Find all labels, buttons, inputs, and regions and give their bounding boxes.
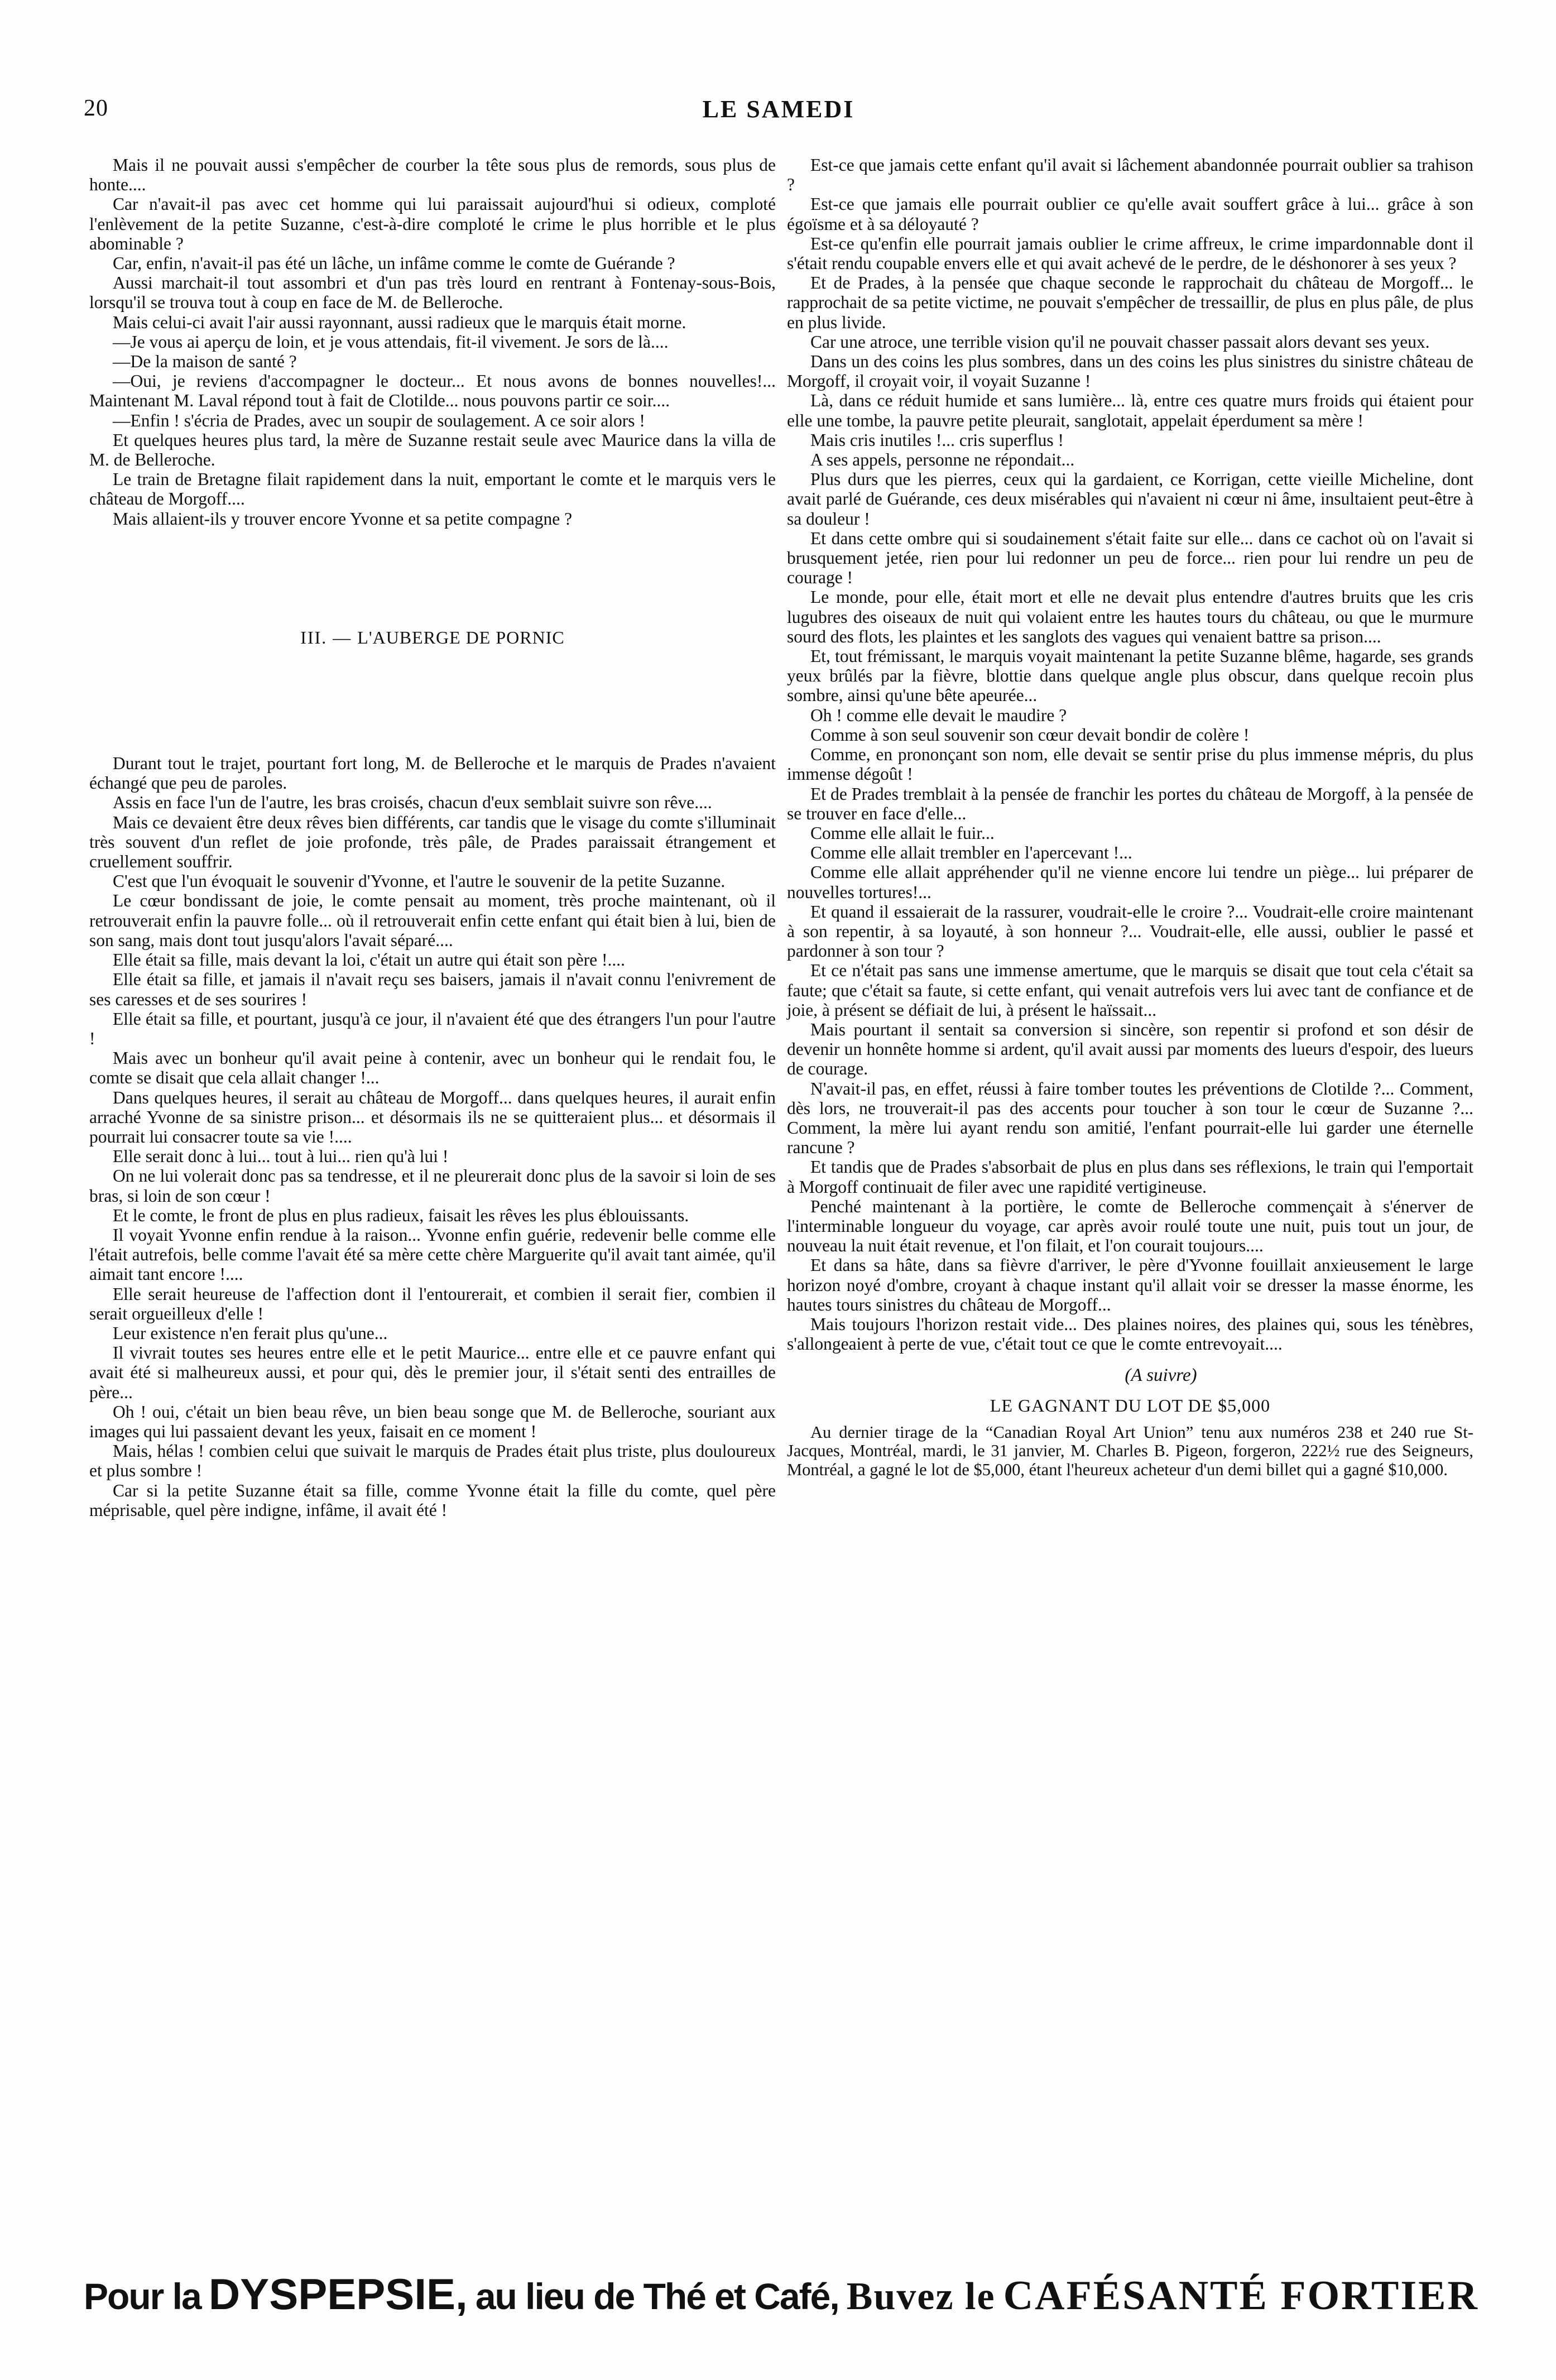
- article-paragraph: Comme, en prononçant son nom, elle devait se sentir prise du plus immense mépris, du plus immense dégoût !: [787, 745, 1473, 784]
- to-be-continued: (A suivre): [1125, 1365, 1197, 1386]
- article-paragraph: Elle serait heureuse de l'affection dont il l'entourerait, et combien il serait fier, combien il serait orgueilleux d'elle !: [89, 1284, 776, 1323]
- article-paragraph: Oh ! oui, c'était un bien beau rêve, un bien beau songe que M. de Belleroche, souriant aux images qui lui passaient devant les yeux, faisait en ce moment !: [89, 1402, 776, 1441]
- article-paragraph: —De la maison de santé ?: [113, 352, 297, 372]
- article-paragraph: Durant tout le trajet, pourtant fort long, M. de Belleroche et le marquis de Prades n'avaient échangé que peu de paroles.: [89, 754, 776, 793]
- article-paragraph: Et dans cette ombre qui si soudainement s'était faite sur elle... dans ce cachot où on l'avait si brusquement jetée, rien pour lui redonner un peu de force... rien pour lui rendre un peu de courage !: [787, 528, 1473, 588]
- article-paragraph: N'avait-il pas, en effet, réussi à faire tomber toutes les préventions de Clotilde ?... Comment, dès lors, ne trouverait-il pas des accents pour toucher à son tour le cœur de Suzanne ?... Comment, la mère lui ayant rendu son amitié, l'enfant pourrait-elle lui garder une éternelle rancune ?: [787, 1078, 1473, 1158]
- article-paragraph: Il voyait Yvonne enfin rendue à la raison... Yvonne enfin guérie, redevenir belle comme elle l'était autrefois, belle comme l'avait été sa mère cette chère Marguerite qu'il avait tant aimée, qu'il aimait tant encore !....: [89, 1225, 776, 1284]
- section-heading: [89, 628, 776, 647]
- article-paragraph: Mais cris inutiles !... cris superflus !: [810, 430, 1064, 450]
- article-paragraph: Car si la petite Suzanne était sa fille, comme Yvonne était la fille du comte, quel père méprisable, quel père indigne, infâme, il avait été !: [89, 1480, 776, 1520]
- article-paragraph: Et de Prades tremblait à la pensée de franchir les portes du château de Morgoff, à la pensée de se trouver en face d'elle...: [787, 784, 1473, 823]
- article-paragraph: Est-ce qu'enfin elle pourrait jamais oublier le crime affreux, le crime impardonnable dont il s'était rendu coupable envers elle et qui avait achevé de le perdre, de le déshonorer à ses yeux ?: [787, 233, 1473, 273]
- article-paragraph: Et quand il essaierait de la rassurer, voudrait-elle le croire ?... Voudrait-elle croire maintenant à son repentir, à sa loyauté, à son honneur ?... Voudrait-elle, elle aussi, oublier le passé et pardonner à son tour ?: [787, 901, 1473, 961]
- article-paragraph: Mais il ne pouvait aussi s'empêcher de courber la tête sous plus de remords, sous plus de honte....: [89, 155, 776, 195]
- article-paragraph: Le cœur bondissant de joie, le comte pensait au moment, très proche maintenant, où il retrouverait enfin la pauvre folle... où il retrouverait enfin cette enfant qui était bien à lui, bien de son sang, mais dont tout jusqu'alors l'avait séparé....: [89, 891, 776, 950]
- article-paragraph: Comme à son seul souvenir son cœur devait bondir de colère !: [810, 724, 1250, 745]
- ad-text-the-cafe: au lieu de Thé et Café,: [475, 2276, 839, 2317]
- article-paragraph: Et dans sa hâte, dans sa fièvre d'arriver, le père d'Yvonne fouillait anxieusement le large horizon noyé d'ombre, croyant à chaque instant qu'il allait voir se dresser la masse énorme, les hautes tours sinistres du château de Morgoff...: [787, 1255, 1473, 1314]
- right-paragraphs: [787, 155, 1473, 1354]
- article-paragraph: Là, dans ce réduit humide et sans lumière... là, entre ces quatre murs froids qui étaient pour elle une tombe, la pauvre petite pleurait, sanglotait, appelait éperdument sa mère !: [787, 391, 1473, 430]
- article-paragraph: Elle était sa fille, et jamais il n'avait reçu ses baisers, jamais il n'avait connu l'enivrement de ses caresses et de ses sourires !: [89, 970, 776, 1009]
- article-paragraph: —Enfin ! s'écria de Prades, avec un soupir de soulagement. A ce soir alors !: [113, 410, 645, 430]
- notice-body: [787, 1423, 1473, 1480]
- article-paragraph: Mais ce devaient être deux rêves bien différents, car tandis que le visage du comte s'illuminait très souvent d'un reflet de joie profonde, très pâle, de Prades paraissait étrangement et cruellement souffrir.: [89, 812, 776, 872]
- article-paragraph: Plus durs que les pierres, ceux qui la gardaient, ce Korrigan, cette vieille Micheline, dont avait parlé de Guérande, ces deux misérables qui n'avaient ni cœur ni âme, insultaient peut-être à sa douleur !: [787, 469, 1473, 529]
- page-header: [84, 95, 1473, 128]
- article-paragraph: Est-ce que jamais elle pourrait oublier ce qu'elle avait souffert grâce à lui... grâce à son égoïsme et à sa déloyauté ?: [787, 194, 1473, 234]
- ad-text-dyspepsie: DYSPEPSIE,: [208, 2269, 468, 2319]
- article-paragraph: Elle était sa fille, mais devant la loi, c'était un autre qui était son père !....: [113, 950, 625, 970]
- article-paragraph: Dans un des coins les plus sombres, dans un des coins les plus sinistres du sinistre château de Morgoff, il croyait voir, il voyait Suzanne !: [787, 352, 1473, 391]
- article-paragraph: Oh ! comme elle devait le maudire ?: [810, 705, 1067, 725]
- article-paragraph: Mais toujours l'horizon restait vide... Des plaines noires, des plaines qui, sous les ténèbres, s'allongeaient à perte de vue, c'était tout ce que le comte entrevoyait....: [787, 1314, 1473, 1354]
- article-paragraph: Et le comte, le front de plus en plus radieux, faisait les rêves les plus éblouissants.: [113, 1205, 689, 1225]
- article-paragraph: Le monde, pour elle, était mort et elle ne devait plus entendre d'autres bruits que les cris lugubres des oiseaux de nuit qui volaient entre les hautes tours du château, ou que le murmure sourd des flots, les plaintes et les sanglots des vagues qui venaient battre sa prison....: [787, 587, 1473, 646]
- article-paragraph: Comme elle allait le fuir...: [810, 823, 995, 843]
- article-paragraph: Elle était sa fille, et pourtant, jusqu'à ce jour, il n'avaient été que des étrangers l'un pour l'autre !: [89, 1009, 776, 1048]
- article-paragraph: Mais pourtant il sentait sa conversion si sincère, son repentir si profond et son désir de devenir un honnête homme si ardent, qu'il avait aussi par moments des lueurs d'espoir, des lueurs de courage.: [787, 1019, 1473, 1079]
- right-column: [787, 155, 1473, 1480]
- section-title: L'AUBERGE DE PORNIC: [357, 627, 565, 647]
- left-column: [89, 155, 776, 1520]
- article-paragraph: Et tandis que de Prades s'absorbait de plus en plus dans ses réflexions, le train qui l'emportait à Morgoff continuait de filer avec une rapidité vertigineuse.: [787, 1157, 1473, 1197]
- article-paragraph: Dans quelques heures, il serait au château de Morgoff... dans quelques heures, il aurait enfin arraché Yvonne de sa sinistre prison... et désormais ils ne se quitteraient plus... et désormais il pourrait lui consacrer toute sa vie !....: [89, 1087, 776, 1146]
- article-paragraph: Mais, hélas ! combien celui que suivait le marquis de Prades était plus triste, plus douloureux et plus sombre !: [89, 1441, 776, 1481]
- article-paragraph: Comme elle allait trembler en l'apercevant !...: [810, 843, 1132, 863]
- article-paragraph: Assis en face l'un de l'autre, les bras croisés, chacun d'eux semblait suivre son rêve....: [113, 793, 712, 813]
- article-paragraph: —Je vous ai aperçu de loin, et je vous attendais, fit-il vivement. Je sors de là....: [113, 332, 669, 352]
- article-paragraph: On ne lui volerait donc pas sa tendresse, et il ne pleurerait donc plus de la savoir si loin de ses bras, si loin de son cœur !: [89, 1166, 776, 1206]
- left-paragraphs-after: [89, 754, 776, 1520]
- article-paragraph: A ses appels, personne ne répondait...: [810, 450, 1075, 470]
- article-paragraph: Il vivrait toutes ses heures entre elle et le petit Maurice... entre elle et ce pauvre enfant qui avait été si malheureux aussi, et pour qui, dès le premier jour, il s'était senti des entrailles de père...: [89, 1343, 776, 1402]
- article-paragraph: Mais celui-ci avait l'air aussi rayonnant, aussi radieux que le marquis était morne.: [113, 312, 686, 332]
- footer-advertisement: [84, 2269, 1479, 2325]
- article-paragraph: Est-ce que jamais cette enfant qu'il avait si lâchement abandonnée pourrait oublier sa trahison ?: [787, 155, 1473, 195]
- ad-text-pour-la: Pour la: [84, 2276, 201, 2317]
- left-paragraphs-before: [89, 155, 776, 529]
- notice-title: LE GAGNANT DU LOT DE $5,000: [990, 1395, 1271, 1415]
- article-paragraph: C'est que l'un évoquait le souvenir d'Yvonne, et l'autre le souvenir de la petite Suzanne.: [113, 871, 726, 891]
- article-paragraph: Mais allaient-ils y trouver encore Yvonne et sa petite compagne ?: [113, 508, 573, 529]
- article-paragraph: Aussi marchait-il tout assombri et d'un pas très lourd en rentrant à Fontenay-sous-Bois, lorsqu'il se trouva tout à coup en face de M. de Belleroche.: [89, 273, 776, 313]
- section-number: III. —: [300, 627, 352, 647]
- article-paragraph: Car, enfin, n'avait-il pas été un lâche, un infâme comme le comte de Guérande ?: [113, 253, 675, 273]
- article-paragraph: Et quelques heures plus tard, la mère de Suzanne restait seule avec Maurice dans la villa de M. de Belleroche.: [89, 430, 776, 470]
- notice-paragraph: Au dernier tirage de la “Canadian Royal Art Union” tenu aux numéros 238 et 240 rue St-Jacques, Montréal, mardi, le 31 janvier, M. Charles B. Pigeon, forgeron, 222½ rue des Seigneurs, Montréal, a gagné le lot de $5,000, étant l'heureux acheteur d'un demi billet qui a gagné $10,000.: [787, 1422, 1473, 1479]
- journal-title: LE SAMEDI: [702, 95, 855, 123]
- article-paragraph: Mais avec un bonheur qu'il avait peine à contenir, avec un bonheur qui le rendait fou, le comte se disait que cela allait changer !...: [89, 1048, 776, 1088]
- page-number: 20: [84, 95, 108, 121]
- ad-text-buvez: Buvez le: [846, 2275, 996, 2318]
- article-paragraph: Et ce n'était pas sans une immense amertume, que le marquis se disait que tout cela c'était sa faute; que c'était sa faute, si cette enfant, qui venait autrefois vers lui avec tant de confiance et de joie, à présent se défiait de lui, à présent le haïssait...: [787, 961, 1473, 1020]
- article-paragraph: Penché maintenant à la portière, le comte de Belleroche commençait à s'énerver de l'interminable longueur du voyage, car après avoir roulé toute une nuit, puis tout un jour, de nouveau la nuit était revenue, et l'on filait, et l'on courait toujours....: [787, 1196, 1473, 1256]
- article-paragraph: —Oui, je reviens d'accompagner le docteur... Et nous avons de bonnes nouvelles!... Maintenant M. Laval répond tout à fait de Clotilde... nous pouvons partir ce soir....: [89, 371, 776, 411]
- article-paragraph: Et, tout frémissant, le marquis voyait maintenant la petite Suzanne blême, hagarde, ses grands yeux brûlés par la fièvre, blottie dans quelque angle plus obscur, dans quelque recoin plus sombre, ainsi qu'une bête apeurée...: [787, 646, 1473, 706]
- ad-brand-name: CAFÉSANTÉ FORTIER: [1003, 2273, 1479, 2319]
- article-paragraph: Car une atroce, une terrible vision qu'il ne pouvait chasser passait alors devant ses yeux.: [810, 332, 1430, 352]
- article-paragraph: Leur existence n'en ferait plus qu'une...: [113, 1323, 388, 1343]
- article-paragraph: Car n'avait-il pas avec cet homme qui lui paraissait aujourd'hui si odieux, comploté l'enlèvement de la petite Suzanne, c'est-à-dire comploté le crime le plus horrible et le plus abominable ?: [89, 194, 776, 253]
- article-paragraph: Elle serait donc à lui... tout à lui... rien qu'à lui !: [113, 1146, 449, 1167]
- article-paragraph: Et de Prades, à la pensée que chaque seconde le rapprochait du château de Morgoff... le rapprochait de sa petite victime, ne pouvait s'empêcher de tressaillir, de plus en plus pâle, de plus en plus livide.: [787, 273, 1473, 332]
- article-paragraph: Le train de Bretagne filait rapidement dans la nuit, emportant le comte et le marquis vers le château de Morgoff....: [89, 469, 776, 509]
- article-paragraph: Comme elle allait appréhender qu'il ne vienne encore lui tendre un piège... lui préparer de nouvelles tortures!...: [787, 862, 1473, 902]
